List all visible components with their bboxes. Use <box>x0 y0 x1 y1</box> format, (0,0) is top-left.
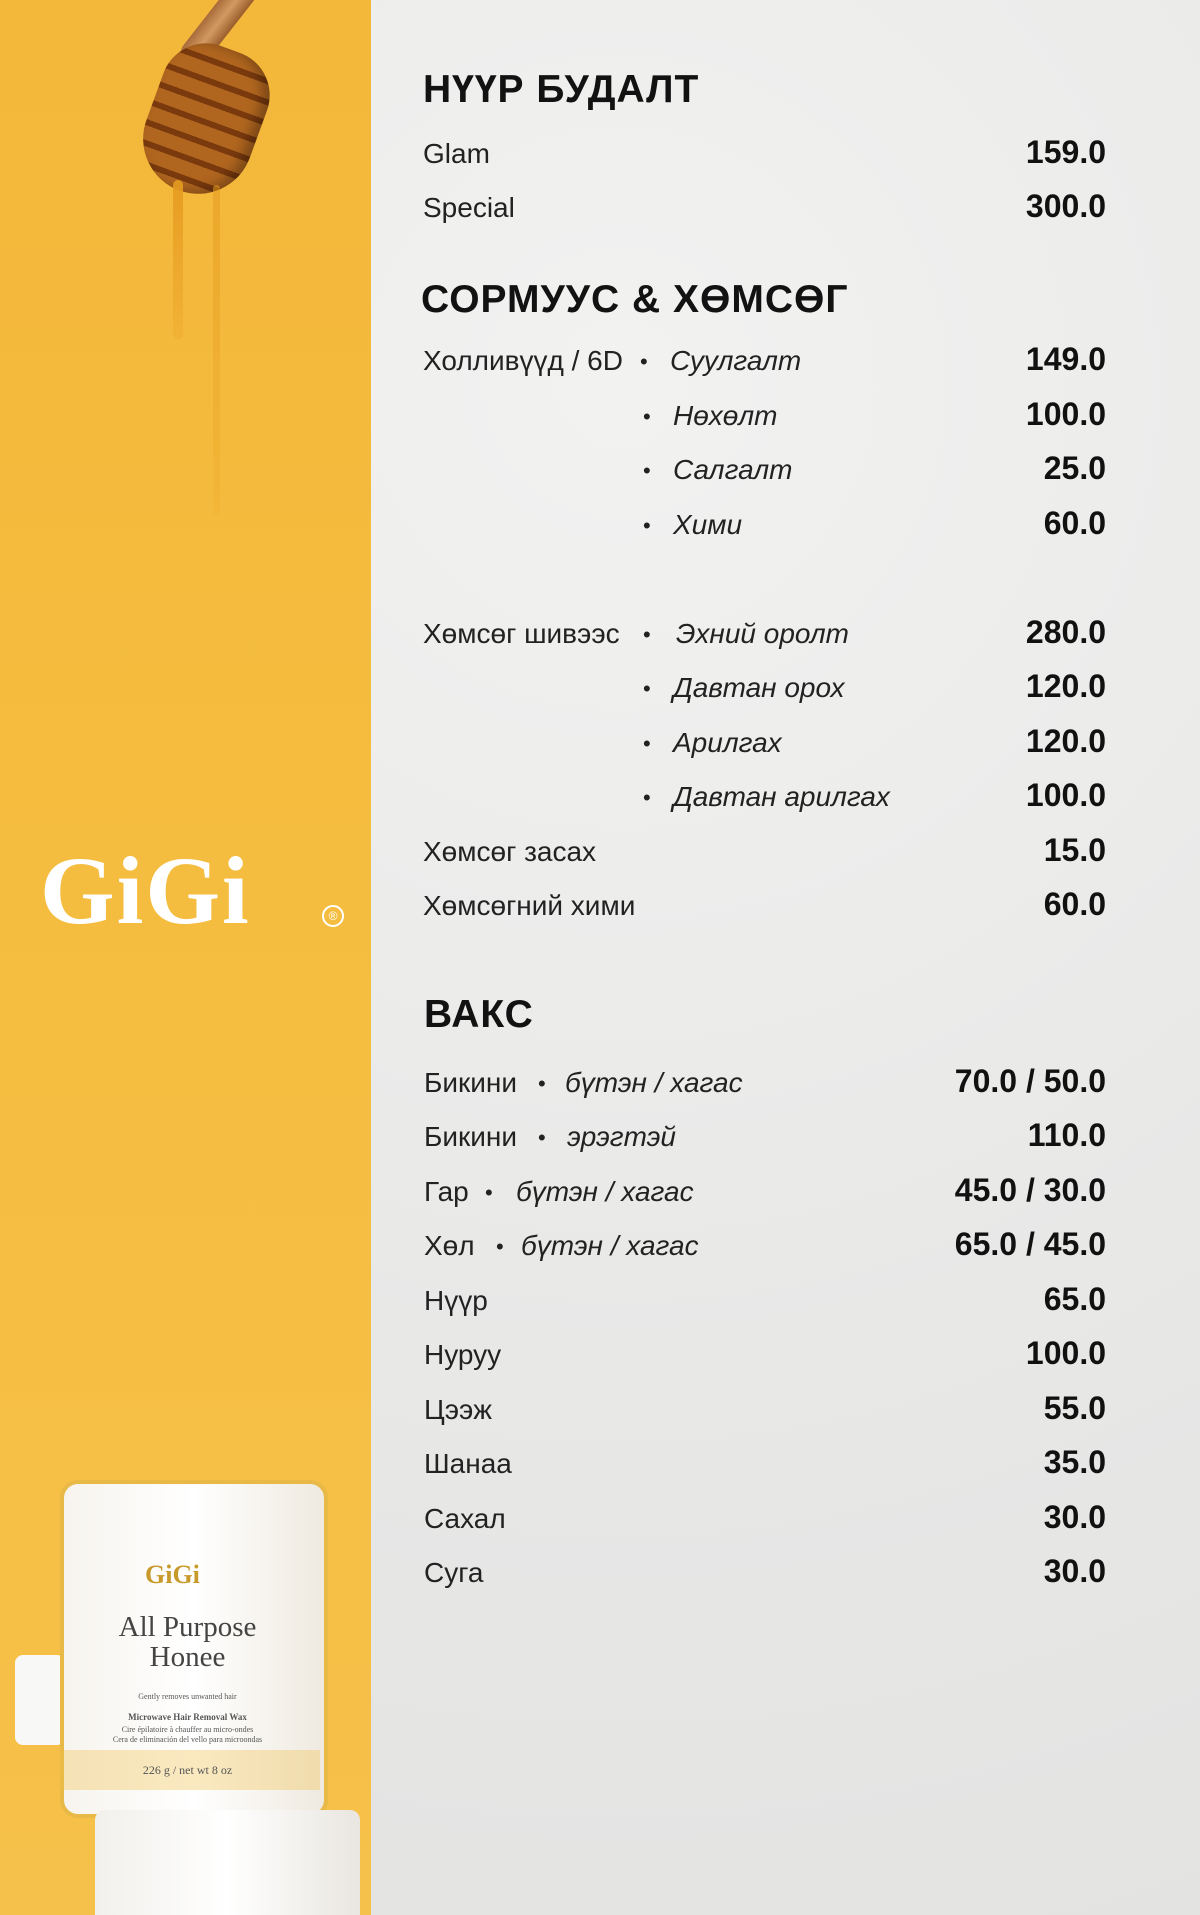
item-sub: Арилгах <box>673 727 782 758</box>
item-price: 159.0 <box>1025 134 1106 170</box>
bullet-icon: • <box>643 785 651 810</box>
item-name: Special <box>423 192 515 223</box>
item-price: 25.0 <box>1043 450 1106 486</box>
item-sub: бүтэн / хагас <box>521 1230 699 1261</box>
bullet-icon: • <box>643 731 651 756</box>
item-price: 70.0 / 50.0 <box>954 1063 1106 1099</box>
item-price: 300.0 <box>1025 188 1106 224</box>
bullet-icon: • <box>643 622 651 647</box>
item-price: 60.0 <box>1043 505 1106 541</box>
item-sub: бүтэн / хагас <box>565 1067 743 1098</box>
item-price: 110.0 <box>1027 1117 1106 1153</box>
item-price: 100.0 <box>1025 1335 1106 1371</box>
item-price: 30.0 <box>1043 1499 1106 1535</box>
jar-title: All Purpose Honee <box>118 1611 257 1673</box>
item-name: Нуруу <box>424 1339 502 1370</box>
group-name: Холливүүд / 6D <box>423 345 623 376</box>
item-name: Цээж <box>424 1394 493 1425</box>
bullet-icon: • <box>643 513 651 538</box>
item-price: 65.0 / 45.0 <box>954 1226 1106 1262</box>
jar-clip <box>15 1655 65 1745</box>
item-name: Гар <box>424 1176 469 1207</box>
item-sub: Хими <box>673 509 743 540</box>
bullet-icon: • <box>640 349 648 374</box>
honey-drip <box>173 180 183 340</box>
jar-brand-label: GiGi <box>145 1560 200 1589</box>
item-name: Бикини <box>424 1121 518 1152</box>
item-price: 149.0 <box>1025 341 1106 377</box>
section-title-lashes-brows: СОРМУУС & ХӨМСӨГ <box>421 278 849 321</box>
gigi-logo: GiGi <box>40 837 251 944</box>
jar-fr: Cire épilatoire à chauffer au micro-ondes <box>121 1725 254 1734</box>
item-name: Хөл <box>424 1230 475 1261</box>
item-price: 280.0 <box>1025 614 1106 650</box>
item-price: 45.0 / 30.0 <box>954 1172 1106 1208</box>
item-name: Шанаа <box>424 1448 512 1479</box>
price-menu <box>371 0 1200 1915</box>
item-sub: бүтэн / хагас <box>516 1176 694 1207</box>
item-sub: Эхний оролт <box>676 618 849 649</box>
section-title-makeup: НҮҮР БУДАЛТ <box>423 68 700 111</box>
bullet-icon: • <box>496 1234 504 1259</box>
jar-es: Cera de eliminación del vello para microondas <box>112 1735 263 1744</box>
item-price: 15.0 <box>1043 832 1106 868</box>
item-price: 60.0 <box>1043 886 1106 922</box>
bullet-icon: • <box>538 1125 546 1150</box>
jar-tagline: Gently removes unwanted hair <box>138 1692 237 1701</box>
bullet-icon: • <box>485 1180 493 1205</box>
item-price: 35.0 <box>1043 1444 1106 1480</box>
item-name: Хөмсөг засах <box>423 836 597 867</box>
item-sub: Давтан орох <box>673 672 845 703</box>
item-name: Нүүр <box>424 1285 488 1316</box>
bullet-icon: • <box>643 458 651 483</box>
honey-dipper-icon <box>128 31 283 210</box>
item-name: Сахал <box>424 1503 506 1534</box>
jar-product: Microwave Hair Removal Wax <box>128 1712 247 1722</box>
item-price: 100.0 <box>1025 777 1106 813</box>
decor-panel <box>0 0 371 1915</box>
item-name: Суга <box>424 1557 484 1588</box>
item-sub: Суулгалт <box>670 345 802 376</box>
bullet-icon: • <box>643 404 651 429</box>
item-price: 120.0 <box>1025 668 1106 704</box>
jar-lid <box>95 1810 360 1915</box>
honey-drip <box>213 185 220 515</box>
item-name: Хөмсөгний хими <box>423 890 636 921</box>
bullet-icon: • <box>643 676 651 701</box>
item-sub: Салгалт <box>673 454 793 485</box>
item-sub: Нөхөлт <box>673 400 778 431</box>
item-sub: Давтан арилгах <box>673 781 890 812</box>
registered-icon: ® <box>322 905 344 927</box>
item-price: 100.0 <box>1025 396 1106 432</box>
item-name: Бикини <box>424 1067 518 1098</box>
item-price: 120.0 <box>1025 723 1106 759</box>
item-price: 65.0 <box>1043 1281 1106 1317</box>
group-name: Хөмсөг шивээс <box>423 618 620 649</box>
section-title-wax: ВАКС <box>424 993 534 1036</box>
item-sub: эрэгтэй <box>567 1121 676 1152</box>
jar-weight: 226 g / net wt 8 oz <box>142 1763 233 1777</box>
item-name: Glam <box>423 138 490 169</box>
jar-translations <box>95 1725 280 1745</box>
bullet-icon: • <box>538 1071 546 1096</box>
item-price: 30.0 <box>1043 1553 1106 1589</box>
menu-panel <box>371 0 1200 1915</box>
item-price: 55.0 <box>1043 1390 1106 1426</box>
